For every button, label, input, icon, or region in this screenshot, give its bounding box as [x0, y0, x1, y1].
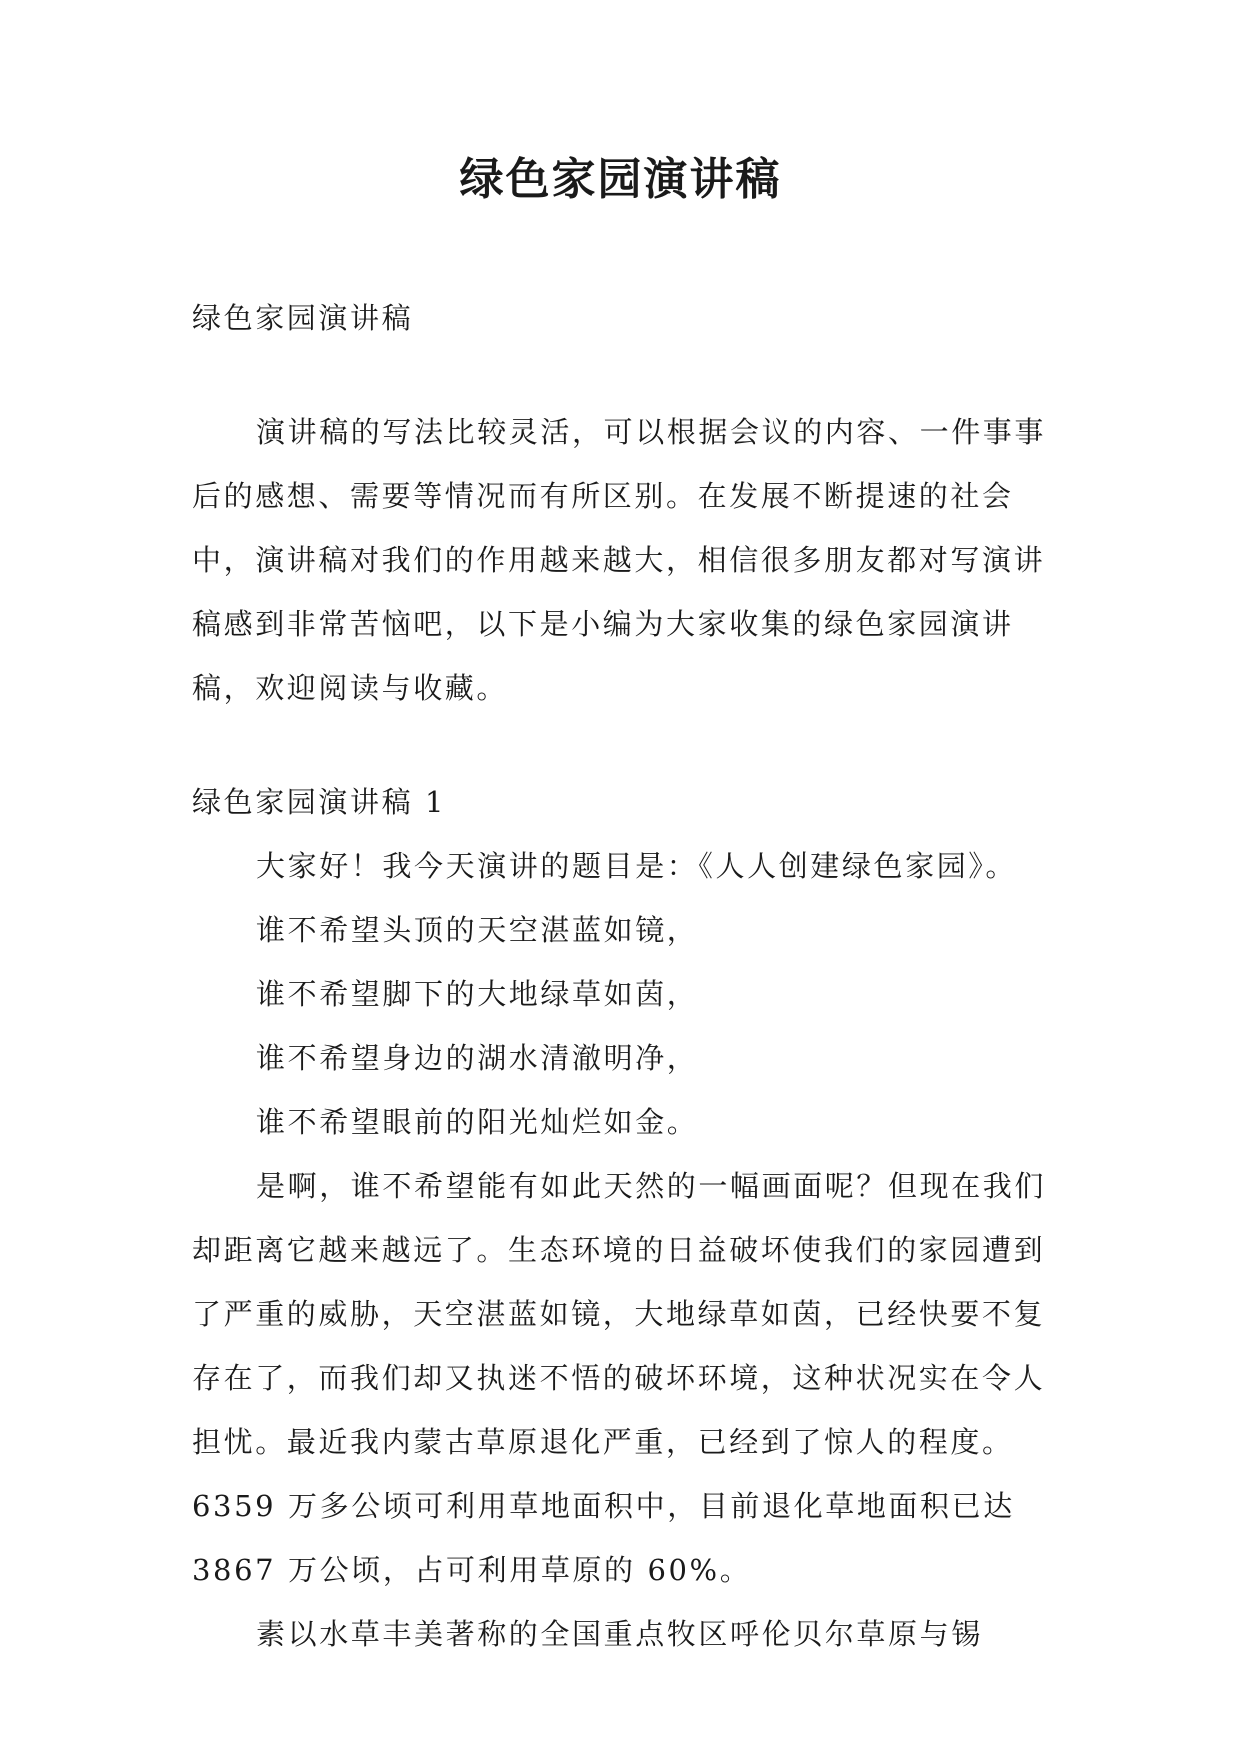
- poem-line: 谁不希望脚下的大地绿草如茵，: [256, 977, 699, 1011]
- intro-paragraph: 演讲稿的写法比较灵活，可以根据会议的内容、一件事事后的感想、需要等情况而有所区别。在发展不断提速的社会中，演讲稿对我们的作用越来越大，相信很多朋友都对写演讲稿感到非常苦恼吧，以下是小编为大家收集的绿色家园演讲稿，欢迎阅读与收藏。: [192, 415, 1047, 705]
- poem-line: 谁不希望身边的湖水清澈明净，: [256, 1041, 699, 1075]
- body-paragraph: 是啊，谁不希望能有如此天然的一幅画面呢？但现在我们却距离它越来越远了。生态环境的日益破坏使我们的家园遭到了严重的威胁，天空湛蓝如镜，大地绿草如茵，已经快要不复存在了，而我们却又执迷不悟的破坏环境，这种状况实在令人担忧。最近我内蒙古草原退化严重，已经到了惊人的程度。6359 万多公顷可利用草地面积中，目前退化草地面积已达 3867 万公顷，占可利用草原的 60%。: [192, 1169, 1047, 1587]
- document-body: [192, 286, 1052, 1666]
- section-heading: 绿色家园演讲稿 1: [192, 785, 447, 819]
- poem-line: 谁不希望头顶的天空湛蓝如镜，: [256, 913, 699, 947]
- poem-line: 谁不希望眼前的阳光灿烂如金。: [256, 1105, 699, 1139]
- document-subtitle: 绿色家园演讲稿: [192, 301, 414, 335]
- body-paragraph: 素以水草丰美著称的全国重点牧区呼伦贝尔草原与锡: [256, 1617, 983, 1651]
- greeting-line: 大家好！我今天演讲的题目是：《人人创建绿色家园》。: [256, 849, 1018, 883]
- document-title: 绿色家园演讲稿: [459, 154, 782, 205]
